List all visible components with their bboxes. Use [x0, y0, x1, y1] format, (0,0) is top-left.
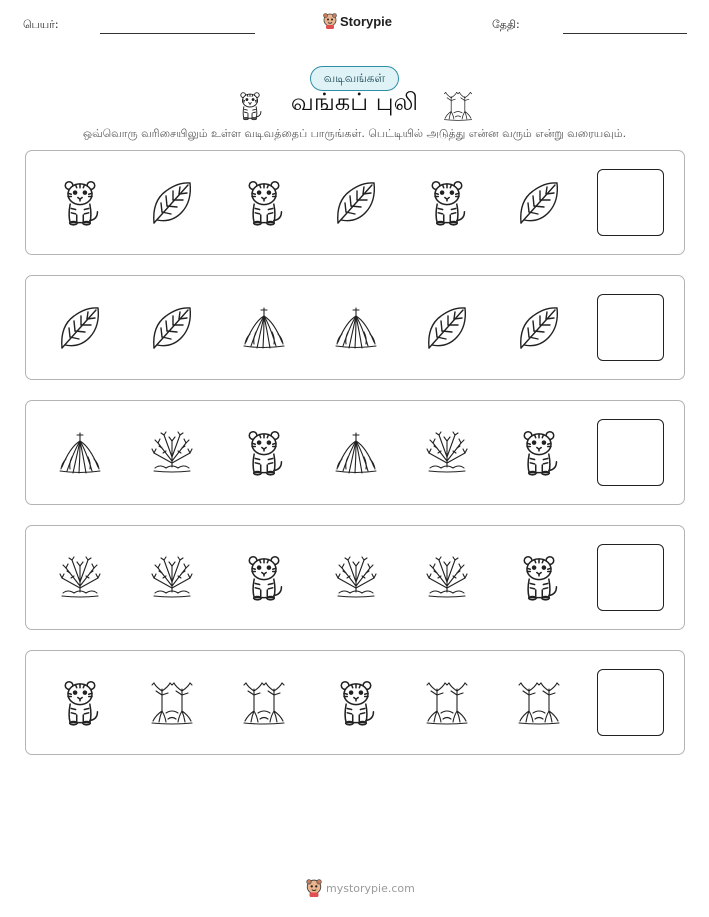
- tiger-icon-graphic: [58, 679, 102, 727]
- roots-icon: [58, 429, 102, 477]
- answer-box[interactable]: [597, 169, 664, 236]
- tiger-icon: [58, 179, 102, 227]
- tiger-icon: [334, 679, 378, 727]
- leaf-icon-graphic: [517, 179, 561, 227]
- answer-box[interactable]: [597, 669, 664, 736]
- tiger-icon: [58, 679, 102, 727]
- leaf-icon-graphic: [334, 179, 378, 227]
- leaf-icon-graphic: [517, 304, 561, 352]
- tiger-icon-graphic: [242, 179, 286, 227]
- roots-icon: [334, 429, 378, 477]
- leaf-icon: [425, 304, 469, 352]
- mangrove-icon: [150, 679, 194, 727]
- bush-icon: [334, 554, 378, 602]
- leaf-icon: [517, 304, 561, 352]
- leaf-icon: [150, 179, 194, 227]
- bush-icon: [58, 554, 102, 602]
- bush-icon: [425, 554, 469, 602]
- tiger-icon-graphic: [425, 179, 469, 227]
- page-title: வங்கப் புலி: [290, 88, 419, 116]
- bush-icon: [425, 429, 469, 477]
- name-label: பெயர்:: [23, 18, 59, 31]
- date-line[interactable]: [563, 33, 687, 34]
- bush-icon: [150, 554, 194, 602]
- tiger-icon-graphic: [517, 429, 561, 477]
- roots-icon: [334, 304, 378, 352]
- roots-icon-graphic: [334, 429, 378, 477]
- roots-icon-graphic: [58, 429, 102, 477]
- tiger-icon: [242, 429, 286, 477]
- brand-logo: [323, 13, 392, 29]
- pattern-row-4: [25, 525, 685, 630]
- answer-box[interactable]: [597, 294, 664, 361]
- leaf-icon-graphic: [150, 304, 194, 352]
- mangrove-icon: [242, 679, 286, 727]
- mangrove-icon: [425, 679, 469, 727]
- category-badge: வடிவங்கள்: [310, 66, 399, 91]
- pattern-row-3: [25, 400, 685, 505]
- mangrove-icon-graphic: [517, 679, 561, 727]
- title-tiger-icon: [236, 91, 264, 121]
- storypie-mascot-icon: [306, 879, 322, 897]
- date-label: தேதி:: [492, 18, 520, 31]
- bush-icon: [150, 429, 194, 477]
- tiger-icon-graphic: [242, 554, 286, 602]
- bush-icon-graphic: [150, 554, 194, 602]
- footer: [306, 879, 415, 897]
- roots-icon-graphic: [242, 304, 286, 352]
- bush-icon-graphic: [425, 554, 469, 602]
- brand-name: Storypie: [340, 13, 393, 29]
- leaf-icon: [58, 304, 102, 352]
- leaf-icon: [150, 304, 194, 352]
- bush-icon-graphic: [58, 554, 102, 602]
- mangrove-icon-graphic: [150, 679, 194, 727]
- answer-box[interactable]: [597, 419, 664, 486]
- instructions: ஒவ்வொரு வரிசையிலும் உள்ள வடிவத்தைப் பாருங்கள். பெட்டியில் அடுத்து என்ன வரும் என்று வரையவும்.: [82, 127, 627, 140]
- leaf-icon-graphic: [425, 304, 469, 352]
- mangrove-icon-graphic: [242, 679, 286, 727]
- tiger-icon-graphic: [242, 429, 286, 477]
- pattern-row-2: [25, 275, 685, 380]
- mangrove-icon-graphic: [425, 679, 469, 727]
- leaf-icon-graphic: [58, 304, 102, 352]
- roots-icon: [242, 304, 286, 352]
- leaf-icon: [517, 179, 561, 227]
- tiger-icon: [242, 179, 286, 227]
- leaf-icon-graphic: [150, 179, 194, 227]
- tiger-icon-graphic: [517, 554, 561, 602]
- roots-icon-graphic: [334, 304, 378, 352]
- tiger-icon: [517, 554, 561, 602]
- footer-site: mystorypie.com: [326, 881, 415, 895]
- storypie-mascot-icon: [323, 13, 337, 29]
- tiger-icon: [242, 554, 286, 602]
- pattern-row-1: [25, 150, 685, 255]
- title-mangrove-icon: [443, 91, 473, 121]
- title-row: [0, 88, 709, 124]
- leaf-icon: [334, 179, 378, 227]
- name-line[interactable]: [100, 33, 255, 34]
- bush-icon-graphic: [150, 429, 194, 477]
- answer-box[interactable]: [597, 544, 664, 611]
- tiger-icon-graphic: [334, 679, 378, 727]
- bush-icon-graphic: [425, 429, 469, 477]
- tiger-icon-graphic: [58, 179, 102, 227]
- tiger-icon: [517, 429, 561, 477]
- bush-icon-graphic: [334, 554, 378, 602]
- mangrove-icon: [517, 679, 561, 727]
- tiger-icon: [425, 179, 469, 227]
- pattern-row-5: [25, 650, 685, 755]
